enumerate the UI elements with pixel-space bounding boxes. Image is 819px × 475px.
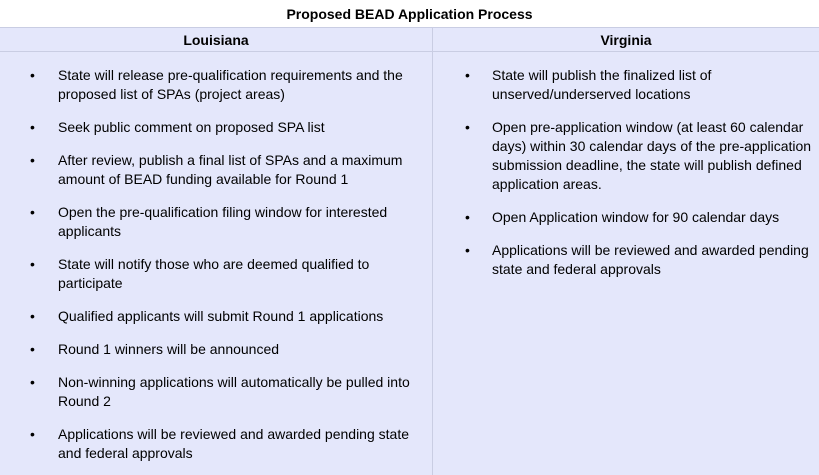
list-item — [0, 255, 432, 293]
list-item — [0, 340, 432, 359]
list-item-text: State will publish the finalized list of unserved/underserved locations — [492, 67, 712, 102]
bullet-icon: • — [30, 374, 35, 390]
header-row — [0, 28, 819, 52]
list-item — [0, 151, 432, 189]
list-item-text: Applications will be reviewed and awarded pending state and federal approvals — [58, 426, 409, 461]
table-title: Proposed BEAD Application Process — [0, 0, 819, 28]
bullet-icon: • — [30, 119, 35, 135]
list-item — [0, 66, 432, 104]
list-item-text: State will notify those who are deemed qualified to participate — [58, 256, 370, 291]
list-item — [0, 203, 432, 241]
bullet-icon: • — [30, 256, 35, 272]
bullet-icon: • — [30, 67, 35, 83]
bullet-icon: • — [465, 242, 470, 258]
list-item-text: After review, publish a final list of SPAs and a maximum amount of BEAD funding available for Round 1 — [58, 152, 403, 187]
list-item-text: Open Application window for 90 calendar days — [492, 209, 780, 225]
list-item-text: Open pre-application window (at least 60 calendar days) within 30 calendar days of the pre-application submission deadline, the state will publish defined application areas. — [492, 119, 812, 192]
list-item-text: Applications will be reviewed and awarded pending state and federal approvals — [492, 242, 809, 277]
bullet-icon: • — [30, 152, 35, 168]
bullet-icon: • — [30, 426, 35, 442]
list-item — [0, 118, 432, 137]
bullet-icon: • — [465, 119, 470, 135]
list-item-text: Non-winning applications will automatically be pulled into Round 2 — [58, 374, 410, 409]
list-item — [0, 307, 432, 326]
list-item-text: Qualified applicants will submit Round 1 applications — [58, 308, 384, 324]
bullet-icon: • — [30, 308, 35, 324]
body-row — [0, 52, 819, 475]
bullet-icon: • — [30, 204, 35, 220]
list-item — [0, 373, 432, 411]
list-item — [0, 425, 432, 463]
louisiana-bullet-list — [0, 66, 432, 463]
list-item-text: Seek public comment on proposed SPA list — [58, 119, 325, 135]
bullet-icon: • — [30, 341, 35, 357]
list-item-text: Open the pre-qualification filing window for interested applicants — [58, 204, 388, 239]
list-item — [433, 66, 819, 104]
list-item-text: Round 1 winners will be announced — [58, 341, 280, 357]
louisiana-cell — [0, 52, 433, 475]
list-item — [433, 241, 819, 279]
virginia-cell — [433, 52, 819, 475]
list-item — [433, 208, 819, 227]
list-item-text: State will release pre-qualification requirements and the proposed list of SPAs (project areas) — [58, 67, 403, 102]
bullet-icon: • — [465, 67, 470, 83]
list-item — [433, 118, 819, 194]
column-heading-louisiana: Louisiana — [0, 28, 433, 51]
bullet-icon: • — [465, 209, 470, 225]
column-heading-virginia: Virginia — [600, 31, 652, 48]
virginia-bullet-list — [433, 66, 819, 279]
